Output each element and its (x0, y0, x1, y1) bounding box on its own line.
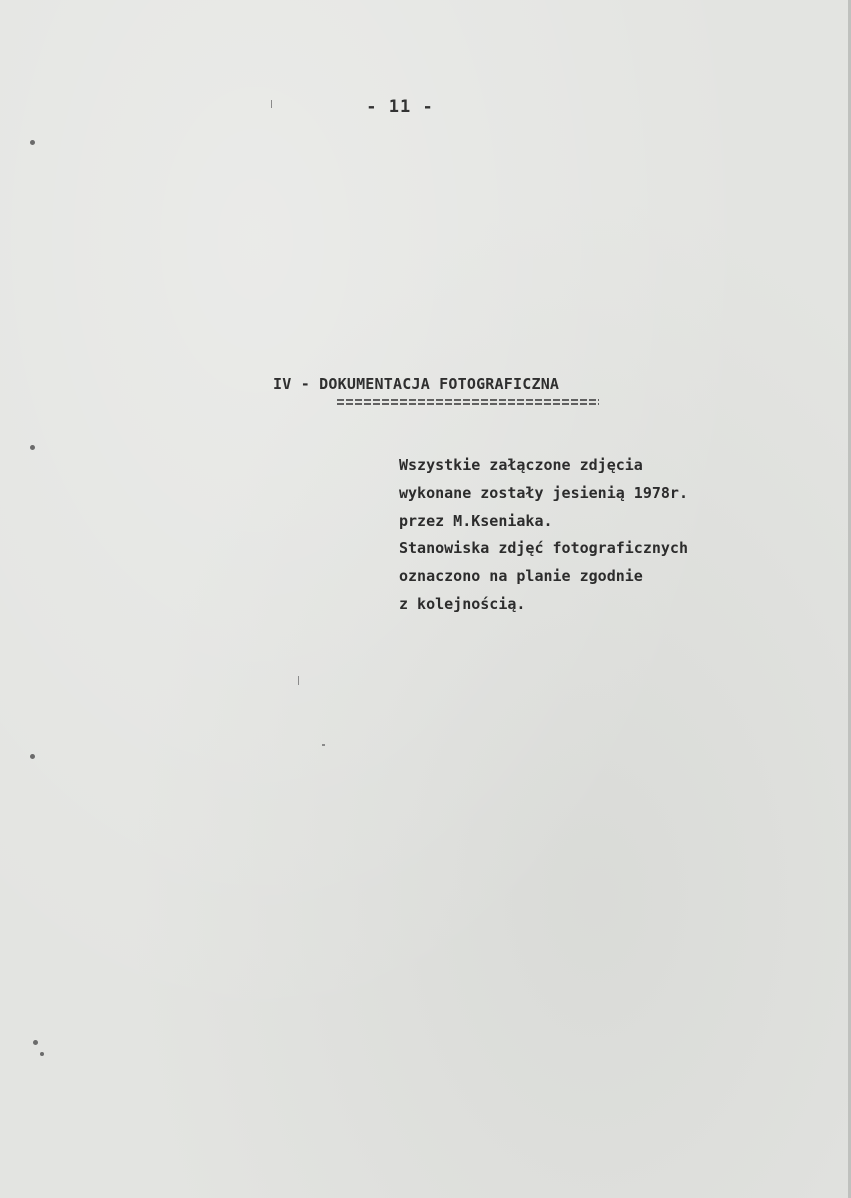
paragraph-line: wykonane zostały jesienią 1978r. (399, 484, 688, 502)
binding-hole-mark (33, 1040, 38, 1045)
paragraph-line: z kolejnością. (399, 595, 526, 613)
binding-hole-mark (30, 754, 35, 759)
stray-mark (298, 676, 299, 685)
paragraph-line: Stanowiska zdjęć fotograficznych (399, 539, 688, 557)
paragraph-photo-info (399, 451, 688, 535)
paragraph-photo-positions (399, 534, 688, 618)
section-heading: IV - DOKUMENTACJA FOTOGRAFICZNA (273, 375, 560, 393)
paragraph-line: Wszystkie załączone zdjęcia (399, 456, 643, 474)
paragraph-line: oznaczono na planie zgodnie (399, 567, 643, 585)
page-number: - 11 - (366, 97, 434, 117)
binding-hole-mark (30, 445, 35, 450)
paragraph-line: przez M.Kseniaka. (399, 512, 553, 530)
binding-hole-mark (30, 140, 35, 145)
binding-hole-mark (40, 1052, 44, 1056)
heading-underline (337, 398, 599, 407)
stray-mark (322, 744, 325, 746)
